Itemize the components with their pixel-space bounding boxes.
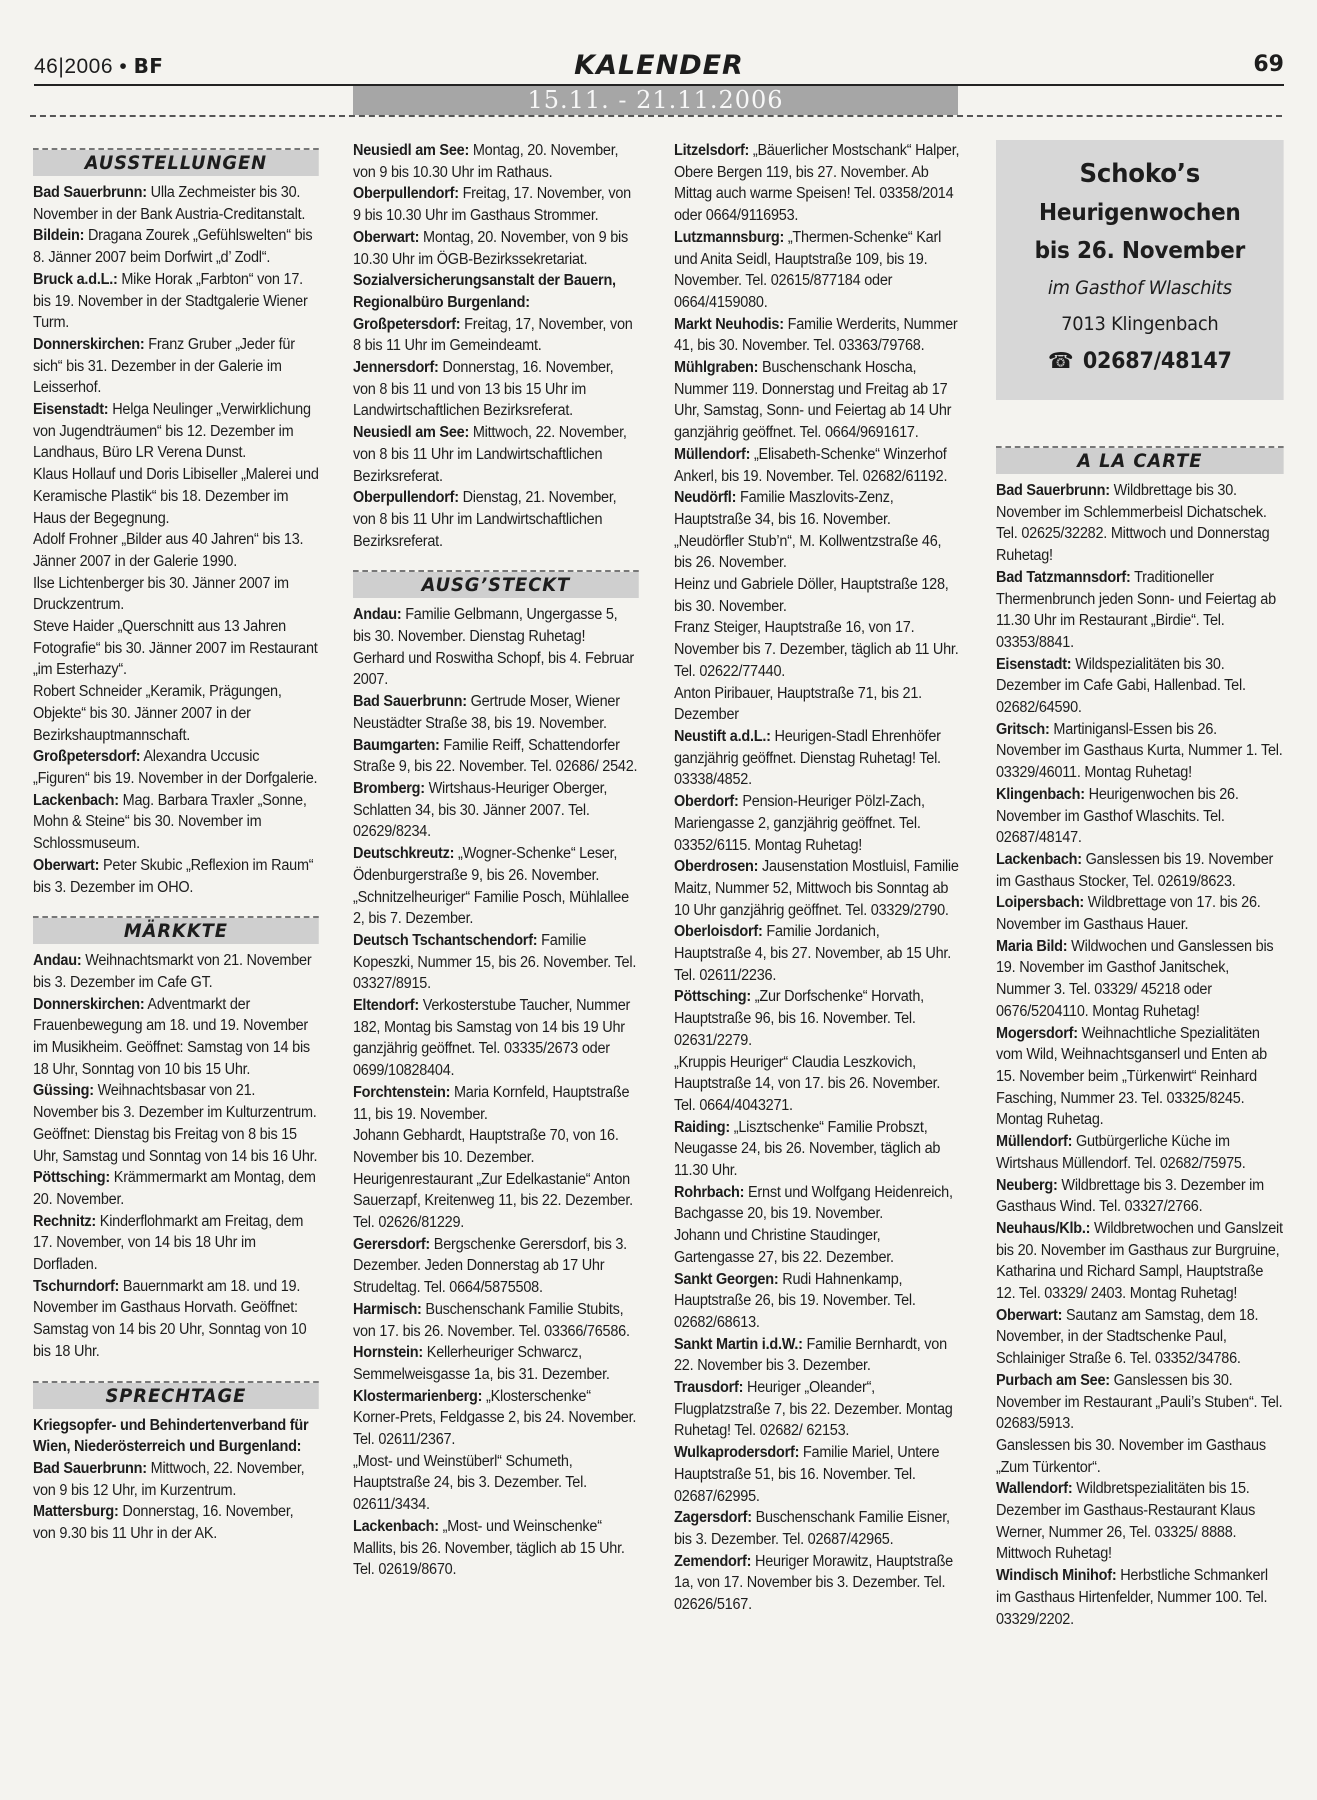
entry-place: Oberloisdorf: [674, 923, 763, 941]
entry-place: Oberdrosen: [674, 858, 759, 876]
calendar-entry [996, 1305, 1284, 1370]
ad-headline: Heurigenwochen [1039, 200, 1241, 226]
entry-place: Wallendorf: [996, 1480, 1073, 1498]
calendar-entry [996, 1478, 1284, 1565]
entry-text: Dienstag, 21. November, von 8 bis 11 Uhr im Landwirtschaftlichen Bezirksreferat. [353, 489, 617, 550]
section-header [33, 1381, 319, 1409]
entry-text: „Neudörfler Stub’n“, M. Kollwentzstraße 46, bis 26. November. [674, 532, 942, 572]
calendar-entry [33, 1276, 319, 1363]
entry-text: Buschenschank Familie Eisner, bis 3. Dezember. Tel. 02687/42965. [674, 1509, 950, 1548]
calendar-entry [674, 1334, 960, 1377]
entry-text: Adventmarkt der Frauenbewegung am 18. und 19. November im Musikheim. Geöffnet: Samstag von 14 bis 18 Uhr, Sonntag von 10 bis 15 Uhr. [33, 995, 310, 1078]
entry-place: Zagersdorf: [674, 1509, 752, 1527]
entry-place: Sankt Georgen: [674, 1270, 779, 1288]
entry-text: Alexandra Uccusic „Figuren“ bis 19. November in der Dorfgalerie. [33, 748, 318, 787]
calendar-entry [674, 574, 960, 617]
column-1 [33, 140, 319, 1545]
section-gap [33, 898, 319, 908]
entry-text: „Bäuerlicher Mostschank“ Halper, Obere Bergen 119, bis 27. November. Ab Mittag auch warme Speisen! Tel. 03358/2014 oder 0664/9116953. [674, 142, 960, 225]
entry-text: Ganslessen bis 19. November im Gasthaus Stocker, Tel. 02619/8623. [996, 850, 1274, 890]
calendar-entry [674, 726, 960, 791]
calendar-entry [996, 480, 1284, 567]
entry-place: Lackenbach: [33, 791, 119, 809]
calendar-entry [674, 986, 960, 1051]
calendar-entry [996, 892, 1284, 935]
entry-text: Ulla Zechmeister bis 30. November in der Bank Austria-Creditanstalt. [33, 184, 306, 223]
calendar-entry [33, 225, 319, 268]
entry-place: Müllendorf: [996, 1133, 1073, 1151]
entry-place: Purbach am See: [996, 1371, 1110, 1389]
entry-text: Gutbürgerliche Küche im Wirtshaus Müllendorf. Tel. 02682/75975. [996, 1133, 1246, 1172]
calendar-entry [996, 1370, 1284, 1435]
entry-text: Bergschenke Gerersdorf, bis 3. Dezember. Jeden Donnerstag ab 17 Uhr Strudeltag. Tel. 0664/5875508. [353, 1235, 627, 1297]
entry-text: Franz Steiger, Hauptstraße 16, von 17. November bis 7. Dezember, täglich ab 11 Uhr. Tel. 02622/77440. [674, 619, 959, 680]
calendar-entry [996, 1565, 1284, 1630]
entry-place: Klostermarienberg: [353, 1387, 483, 1405]
entry-place: Wulkaprodersdorf: [674, 1444, 800, 1462]
calendar-entry [674, 1442, 960, 1507]
entry-text: Ilse Lichtenberger bis 30. Jänner 2007 im Druckzentrum. [33, 574, 289, 614]
entry-text: Mittwoch, 22. November, von 9 bis 12 Uhr, im Kurzentrum. [33, 1459, 305, 1499]
calendar-entry [996, 567, 1284, 654]
entry-text: Buschenschank Hoscha, Nummer 119. Donnerstag und Freitag ab 17 Uhr, Samstag, Sonn- und Feiertag ab 14 Uhr ganzjährig geöffnet. Tel. 0664/9691617. [674, 359, 952, 442]
date-range-banner: 15.11. - 21.11.2006 [353, 86, 958, 115]
entry-text: Bauernmarkt am 18. und 19. November im Gasthaus Horvath. Geöffnet: Samstag von 14 bis 20 Uhr, Sonntag von 10 bis 18 Uhr. [33, 1277, 307, 1360]
entry-text: Wildbrettage bis 3. Dezember im Gasthaus Wind. Tel. 03327/2766. [996, 1176, 1264, 1216]
entry-text: Verkosterstube Taucher, Nummer 182, Montag bis Samstag von 14 bis 19 Uhr ganzjährig geöffnet. Tel. 03335/2673 oder 0699/10828404. [353, 997, 631, 1080]
entry-place: Oberpullendorf: [353, 489, 459, 507]
calendar-entry [674, 1507, 960, 1550]
entry-text: „Zur Dorfschenke“ Horvath, Hauptstraße 96, bis 16. November. Tel. 02631/2279. [674, 988, 924, 1049]
entry-text: Familie Kopeszki, Nummer 15, bis 26. November. Tel. 03327/8915. [353, 931, 637, 993]
entry-text: Mike Horak „Farbton“ von 17. bis 19. November in der Stadtgalerie Wiener Turm. [33, 270, 308, 332]
calendar-entry [674, 1551, 960, 1616]
entry-text: „Most- und Weinschenke“ Mallits, bis 26. November, täglich ab 15 Uhr. Tel. 02619/8670. [353, 1517, 625, 1579]
calendar-entry [33, 334, 319, 399]
entry-place: Mühlgraben: [674, 359, 759, 377]
calendar-entry [353, 1234, 639, 1299]
calendar-entry [674, 617, 960, 682]
entry-text: Wildbretwochen und Ganslzeit bis 20. November im Gasthaus zur Burgruine, Katharina und Richard Sampl, Hauptstraße 12. Tel. 03329/ 2403. Montag Ruhetag! [996, 1219, 1283, 1303]
entry-place: Deutsch Tschantschendorf: [353, 931, 538, 949]
entry-text: Peter Skubic „Reflexion im Raum“ bis 3. Dezember im OHO. [33, 856, 314, 896]
entry-place: Neusiedl am See: [353, 142, 470, 159]
calendar-entry [353, 1299, 639, 1342]
calendar-entry [996, 654, 1284, 719]
entry-place: Bad Tatzmannsdorf: [996, 568, 1131, 586]
calendar-entry [33, 790, 319, 855]
calendar-entry [33, 269, 319, 334]
calendar-entry [353, 887, 639, 930]
calendar-entry [996, 1175, 1284, 1218]
entry-text: Helga Neulinger „Verwirklichung von Jugendträumen“ bis 12. Dezember im Landhaus, Büro LR Verena Dunst. [33, 401, 311, 462]
entry-text: Johann Gebhardt, Hauptstraße 70, von 16. November bis 10. Dezember. [353, 1127, 619, 1166]
advertisement-box [996, 140, 1284, 400]
column-4 [996, 140, 1284, 1630]
entry-text: Ganslessen bis 30. November im Restaurant „Pauli’s Stuben“. Tel. 02683/5913. [996, 1371, 1283, 1433]
entry-place: Neuberg: [996, 1176, 1058, 1194]
page-number: 69 [1253, 52, 1284, 77]
entry-text: Pension-Heuriger Pölzl-Zach, Mariengasse 2, ganzjährig geöffnet. Tel. 03352/6115. Montag Ruhetag! [674, 793, 925, 854]
column-2 [353, 140, 639, 1581]
calendar-entry [353, 1169, 639, 1234]
entry-place: Rohrbach: [674, 1183, 745, 1201]
section-title: AUSSTELLUNGEN [33, 150, 319, 176]
entry-place: Oberwart: [353, 228, 420, 246]
section-gap [996, 428, 1284, 438]
entry-place: Bildein: [33, 227, 85, 245]
calendar-entry [996, 1023, 1284, 1132]
calendar-entry [33, 616, 319, 681]
entry-place: Markt Neuhodis: [674, 315, 784, 333]
entry-place: Jennersdorf: [353, 359, 439, 377]
calendar-entry [674, 683, 960, 726]
entry-text: Steve Haider „Querschnitt aus 13 Jahren Fotografie“ bis 30. Jänner 2007 im Restaurant „im Esterhazy“. [33, 618, 318, 679]
entry-place: Windisch Minihof: [996, 1567, 1117, 1585]
entry-place: Bad Sauerbrunn: [353, 693, 467, 711]
entry-place: Harmisch: [353, 1300, 422, 1318]
calendar-entry [353, 183, 639, 226]
entry-place: Sozialversicherungsanstalt der Bauern, Regionalbüro Burgenland: [353, 272, 616, 311]
calendar-entry [674, 791, 960, 856]
calendar-entry [353, 1386, 639, 1451]
calendar-entry [674, 227, 960, 314]
entry-text: Anton Piribauer, Hauptstraße 71, bis 21. Dezember [674, 684, 922, 724]
entry-text: Wildbrettage von 17. bis 26. November im Gasthaus Hauer. [996, 894, 1261, 934]
calendar-entry [674, 1269, 960, 1334]
section-header [996, 446, 1284, 474]
entry-text: Donnerstag, 16. November, von 9.30 bis 11 Uhr in der AK. [33, 1503, 294, 1543]
calendar-entry [674, 531, 960, 574]
entry-place: Lackenbach: [996, 850, 1082, 868]
calendar-entry [674, 1117, 960, 1182]
calendar-entry [353, 487, 639, 552]
entry-place: Oberdorf: [674, 793, 739, 811]
entry-place: Neuhaus/Klb.: [996, 1219, 1091, 1237]
entry-place: Lackenbach: [353, 1517, 439, 1535]
ad-dates: bis 26. November [1034, 238, 1246, 264]
entry-place: Eisenstadt: [996, 655, 1072, 673]
calendar-entry [33, 182, 319, 225]
entry-text: Traditioneller Thermenbrunch jeden Sonn- und Feiertag ab 11.30 Uhr im Restaurant „Birdie“. Tel. 03353/8841. [996, 568, 1276, 651]
calendar-entry [353, 314, 639, 357]
entry-text: „Most- und Weinstüberl“ Schumeth, Hauptstraße 24, bis 3. Dezember. Tel. 02611/3434. [353, 1452, 587, 1514]
entry-text: Freitag, 17. November, von 9 bis 10.30 Uhr im Gasthaus Strommer. [353, 185, 631, 225]
calendar-entry [33, 681, 319, 746]
entry-place: Kriegsopfer- und Behindertenverband für Wien, Niederösterreich und Burgenland: [33, 1416, 309, 1456]
calendar-entry [353, 1082, 639, 1125]
entry-place: Loipersbach: [996, 894, 1085, 912]
entry-text: Familie Werderits, Nummer 41, bis 30. November. Tel. 03363/79768. [674, 315, 958, 355]
entry-text: Kinderflohmarkt am Freitag, dem 17. November, von 14 bis 18 Uhr im Dorfladen. [33, 1212, 304, 1274]
entry-place: Deutschkreutz: [353, 845, 455, 863]
calendar-entry [674, 1052, 960, 1117]
ad-name: Schoko’s [1079, 159, 1201, 189]
calendar-entry [33, 529, 319, 572]
entry-text: Wirtshaus-Heuriger Oberger, Schlatten 34, bis 30. Jänner 2007. Tel. 02629/8234. [353, 779, 608, 841]
entry-text: Gerhard und Roswitha Schopf, bis 4. Februar 2007. [353, 649, 635, 689]
calendar-entry [353, 270, 639, 313]
entry-place: Baumgarten: [353, 736, 440, 754]
entry-place: Neusiedl am See: [353, 424, 470, 442]
entry-text: Rudi Hahnenkamp, Hauptstraße 26, bis 19. November. Tel. 02682/68613. [674, 1270, 916, 1331]
calendar-entry [996, 719, 1284, 784]
ad-address: 7013 Klingenbach [1061, 313, 1219, 335]
section-title: MÄRKKTE [33, 918, 319, 944]
entry-place: Zemendorf: [674, 1552, 752, 1570]
calendar-entry [353, 1516, 639, 1581]
entry-text: Familie Jordanich, Hauptstraße 4, bis 27. November, ab 15 Uhr. Tel. 02611/2236. [674, 923, 951, 984]
entry-text: Martinigansl-Essen bis 26. November im Gasthaus Kurta, Nummer 1. Tel. 03329/46011. Montag Ruhetag! [996, 720, 1283, 782]
calendar-entry [353, 995, 639, 1082]
entry-text: Robert Schneider „Keramik, Prägungen, Objekte“ bis 30. Jänner 2007 in der Bezirkshauptmannschaft. [33, 683, 282, 744]
calendar-entry [33, 994, 319, 1081]
ad-venue: im Gasthof Wlaschits [1047, 277, 1232, 299]
calendar-entry [33, 1415, 319, 1458]
calendar-entry [33, 746, 319, 789]
calendar-entry [33, 950, 319, 993]
entry-place: Müllendorf: [674, 445, 751, 463]
entry-place: Rechnitz: [33, 1212, 96, 1230]
entry-place: Gerersdorf: [353, 1235, 431, 1253]
entry-text: Freitag, 17, November, von 8 bis 11 Uhr im Gemeindeamt. [353, 315, 633, 355]
issue-number: 46|2006 • [34, 55, 128, 78]
entry-place: Lutzmannsburg: [674, 228, 785, 246]
calendar-entry [33, 855, 319, 898]
entry-place: Bad Sauerbrunn: [996, 482, 1110, 499]
entry-text: „Kruppis Heuriger“ Claudia Leszkovich, Hauptstraße 14, von 17. bis 26. November. Tel. 0664/4043271. [674, 1053, 941, 1114]
entry-text: Wildwochen und Ganslessen bis 19. November im Gasthof Janitschek, Nummer 3. Tel. 03329/ 45218 oder 0676/5204110. Montag Ruhetag! [996, 937, 1274, 1020]
entry-place: Güssing: [33, 1082, 94, 1100]
calendar-entry [353, 648, 639, 691]
entry-place: Großpetersdorf: [353, 315, 461, 333]
entry-place: Maria Bild: [996, 937, 1068, 955]
entry-text: Familie Mariel, Untere Hauptstraße 51, bis 16. November. Tel. 02687/62995. [674, 1444, 940, 1505]
entry-text: Dragana Zourek „Gefühlswelten“ bis 8. Jänner 2007 beim Dorfwirt „d’ Zodl“. [33, 227, 313, 267]
entry-text: Herbstliche Schmankerl im Gasthaus Hirtenfelder, Nummer 100. Tel. 03329/2202. [996, 1567, 1268, 1628]
entry-text: Klaus Hollauf und Doris Libiseller „Malerei und Keramische Plastik“ bis 18. Dezember im Haus der Begegnung. [33, 466, 319, 527]
entry-text: Montag, 20. November, von 9 bis 10.30 Uhr im Rathaus. [353, 142, 619, 181]
calendar-entry [353, 1342, 639, 1385]
calendar-entry [33, 1167, 319, 1210]
entry-text: Johann und Christine Staudinger, Gartengasse 27, bis 22. Dezember. [674, 1227, 894, 1266]
calendar-entry [353, 843, 639, 886]
phone-icon: ☎ [1047, 349, 1074, 374]
entry-text: Krämmermarkt am Montag, dem 20. November. [33, 1169, 316, 1208]
calendar-entry [674, 921, 960, 986]
calendar-entry [996, 936, 1284, 1023]
calendar-entry [674, 1377, 960, 1442]
page-header [34, 50, 1284, 86]
entry-place: Forchtenstein: [353, 1083, 451, 1101]
entry-place: Hornstein: [353, 1344, 424, 1362]
entry-place: Bad Sauerbrunn: [33, 184, 147, 201]
entry-text: „Klosterschenke“ Korner-Prets, Feldgasse 2, bis 24. November. Tel. 02611/2367. [353, 1387, 637, 1449]
calendar-entry [674, 314, 960, 357]
calendar-entry [996, 849, 1284, 892]
entry-place: Bromberg: [353, 779, 425, 797]
calendar-entry [674, 140, 960, 227]
entry-text: Buschenschank Familie Stubits, von 17. bis 26. November. Tel. 03366/76586. [353, 1300, 630, 1340]
entry-text: Kellerheuriger Schwarcz, Semmelweisgasse 1a, bis 31. Dezember. [353, 1344, 610, 1383]
entry-text: Sautanz am Samstag, dem 18. November, in der Stadtschenke Paul, Schlainiger Straße 6. Tel. 03352/34786. [996, 1306, 1259, 1368]
entry-place: Andau: [353, 606, 402, 624]
calendar-entry [33, 1080, 319, 1167]
calendar-entry [353, 1125, 639, 1168]
calendar-entry [353, 422, 639, 487]
entry-place: Andau: [33, 952, 82, 970]
calendar-entry [33, 1501, 319, 1544]
calendar-entry [353, 691, 639, 734]
header-divider [30, 115, 1282, 117]
entry-place: Litzelsdorf: [674, 142, 750, 159]
calendar-entry [353, 227, 639, 270]
entry-text: Heuriger „Oleander“, Flugplatzstraße 7, bis 22. Dezember. Montag Ruhetag! Tel. 02682/ 62153. [674, 1379, 953, 1440]
entry-place: Gritsch: [996, 720, 1050, 738]
calendar-entry [353, 140, 639, 183]
entry-place: Raiding: [674, 1118, 730, 1136]
entry-place: Großpetersdorf: [33, 748, 141, 766]
section-header [33, 916, 319, 944]
entry-place: Klingenbach: [996, 785, 1085, 803]
entry-text: Familie Reiff, Schattendorfer Straße 9, bis 22. November. Tel. 02686/ 2542. [353, 736, 638, 776]
publication-brand: BF [133, 54, 164, 78]
calendar-entry [33, 1458, 319, 1501]
section-gap [353, 552, 639, 562]
entry-text: Weihnachtsbasar von 21. November bis 3. Dezember im Kulturzentrum. Geöffnet: Dienstag bis Freitag von 8 bis 15 Uhr, Samstag und Sonntag von 14 bis 16 Uhr. [33, 1082, 318, 1165]
entry-text: Familie Bernhardt, von 22. November bis 3. Dezember. [674, 1335, 947, 1375]
entry-text: Mag. Barbara Traxler „Sonne, Mohn & Steine“ bis 30. November im Schlossmuseum. [33, 791, 307, 853]
calendar-entry [353, 1451, 639, 1516]
column-3 [674, 140, 960, 1616]
entry-text: Heurigenrestaurant „Zur Edelkastanie“ Anton Sauerzapf, Kreitenweg 11, bis 22. Dezember. Tel. 02626/81229. [353, 1170, 633, 1232]
page-title: KALENDER [574, 50, 744, 81]
calendar-entry [353, 735, 639, 778]
entry-text: Heurigen-Stadl Ehrenhöfer ganzjährig geöffnet. Dienstag Ruhetag! Tel. 03338/4852. [674, 727, 941, 789]
entry-text: „Thermen-Schenke“ Karl und Anita Seidl, Hauptstraße 109, bis 19. November. Tel. 02615/877184 oder 0664/4159080. [674, 228, 942, 311]
calendar-entry [33, 464, 319, 529]
ad-phone-line [1002, 342, 1278, 382]
entry-text: „Lisztschenke“ Familie Probszt, Neugasse 24, bis 26. November, täglich ab 11.30 Uhr. [674, 1118, 941, 1180]
entry-text: Familie Maszlovits-Zenz, Hauptstraße 34, bis 16. November. [674, 489, 894, 528]
entry-text: Wildbrettage bis 30. November im Schlemmerbeisl Dichatschek. Tel. 02625/32282. Mittwoch und Donnerstag Ruhetag! [996, 482, 1270, 565]
entry-place: Eltendorf: [353, 997, 419, 1015]
entry-text: Weihnachtliche Spezialitäten vom Wild, Weihnachtsganserl und Enten ab 15. November beim „Türkenwirt“ Reinhard Fasching, Nummer 23. Tel. 03325/8245. Montag Ruhetag. [996, 1024, 1267, 1129]
entry-text: Heinz und Gabriele Döller, Hauptstraße 128, bis 30. November. [674, 576, 949, 615]
entry-place: Oberwart: [996, 1306, 1063, 1324]
entry-text: Adolf Frohner „Bilder aus 40 Jahren“ bis 13. Jänner 2007 in der Galerie 1990. [33, 531, 304, 570]
entry-place: Pöttsching: [674, 988, 751, 1006]
calendar-entry [33, 399, 319, 464]
calendar-entry [674, 1182, 960, 1225]
calendar-entry [996, 784, 1284, 849]
entry-text: Jausenstation Mostluisl, Familie Maitz, Nummer 52, Mittwoch bis Sonntag ab 10 Uhr ganzjährig geöffnet. Tel. 03329/2790. [674, 858, 959, 919]
calendar-entry [33, 1211, 319, 1276]
entry-text: Montag, 20. November, von 9 bis 10.30 Uhr im ÖGB-Bezirkssekretariat. [353, 228, 629, 268]
entry-text: Wildspezialitäten bis 30. Dezember im Cafe Gabi, Hallenbad. Tel. 02682/64590. [996, 655, 1246, 717]
section-header [353, 570, 639, 598]
entry-text: Heurigenwochen bis 26. November im Gasthof Wlaschits. Tel. 02687/48147. [996, 785, 1239, 847]
calendar-entry [996, 1435, 1284, 1478]
section-header [33, 148, 319, 176]
entry-text: Donnerstag, 16. November, von 8 bis 11 und von 13 bis 15 Uhr im Landwirtschaftlichen Bezirksreferat. [353, 359, 614, 420]
section-title: SPRECHTAGE [33, 1383, 319, 1409]
entry-place: Eisenstadt: [33, 401, 109, 419]
entry-place: Bad Sauerbrunn: [33, 1459, 147, 1477]
entry-place: Neustift a.d.L.: [674, 727, 771, 745]
section-title: A LA CARTE [996, 448, 1284, 474]
entry-place: Sankt Martin i.d.W.: [674, 1335, 803, 1353]
calendar-entry [674, 856, 960, 921]
entry-place: Neudörfl: [674, 489, 737, 507]
entry-text: Ganslessen bis 30. November im Gasthaus „Zum Türkentor“. [996, 1436, 1266, 1476]
entry-text: „Elisabeth-Schenke“ Winzerhof Ankerl, bis 19. November. Tel. 02682/61192. [674, 445, 948, 485]
calendar-entry [353, 357, 639, 422]
entry-text: Gertrude Moser, Wiener Neustädter Straße 38, bis 19. November. [353, 693, 620, 732]
entry-text: Ernst und Wolfgang Heidenreich, Bachgasse 20, bis 19. November. [674, 1183, 953, 1223]
entry-text: Familie Gelbmann, Ungergasse 5, bis 30. November. Dienstag Ruhetag! [353, 606, 618, 646]
ad-phone-number: 02687/48147 [1082, 349, 1232, 374]
calendar-entry [353, 930, 639, 995]
entry-text: „Wogner-Schenke“ Leser, Ödenburgerstraße 9, bis 26. November. [353, 845, 618, 884]
entry-place: Trausdorf: [674, 1379, 744, 1397]
entry-text: Heuriger Morawitz, Hauptstraße 1a, von 17. November bis 3. Dezember. Tel. 02626/5167. [674, 1552, 953, 1614]
calendar-entry [674, 487, 960, 530]
entry-text: Wildbretspezialitäten bis 15. Dezember im Gasthaus-Restaurant Klaus Werner, Nummer 26, Tel. 03325/ 8888. Mittwoch Ruhetag! [996, 1480, 1256, 1563]
entry-place: Donnerskirchen: [33, 995, 145, 1013]
entry-place: Oberpullendorf: [353, 185, 459, 203]
entry-text: „Schnitzelheuriger“ Familie Posch, Mühlallee 2, bis 7. Dezember. [353, 888, 629, 928]
entry-place: Mogersdorf: [996, 1024, 1078, 1042]
calendar-entry [353, 778, 639, 843]
calendar-entry [33, 573, 319, 616]
entry-place: Tschurndorf: [33, 1277, 120, 1295]
entry-place: Pöttsching: [33, 1169, 110, 1187]
entry-text: Weihnachtsmarkt von 21. November bis 3. Dezember im Cafe GT. [33, 952, 312, 991]
section-gap [33, 1363, 319, 1373]
entry-place: Oberwart: [33, 856, 100, 874]
calendar-entry [674, 444, 960, 487]
section-title: AUSG’STECKT [353, 572, 639, 598]
calendar-entry [674, 1225, 960, 1268]
entry-text: Franz Gruber „Jeder für sich“ bis 31. Dezember in der Galerie im Leisserhof. [33, 335, 295, 397]
calendar-entry [674, 357, 960, 444]
entry-place: Donnerskirchen: [33, 335, 145, 353]
entry-text: Mittwoch, 22. November, von 8 bis 11 Uhr im Landwirtschaftlichen Bezirksreferat. [353, 424, 627, 485]
entry-place: Bruck a.d.L.: [33, 270, 118, 288]
calendar-entry [353, 604, 639, 647]
calendar-entry [996, 1131, 1284, 1174]
calendar-entry [996, 1218, 1284, 1305]
entry-place: Mattersburg: [33, 1503, 119, 1521]
entry-text: Maria Kornfeld, Hauptstraße 11, bis 19. November. [353, 1083, 630, 1123]
